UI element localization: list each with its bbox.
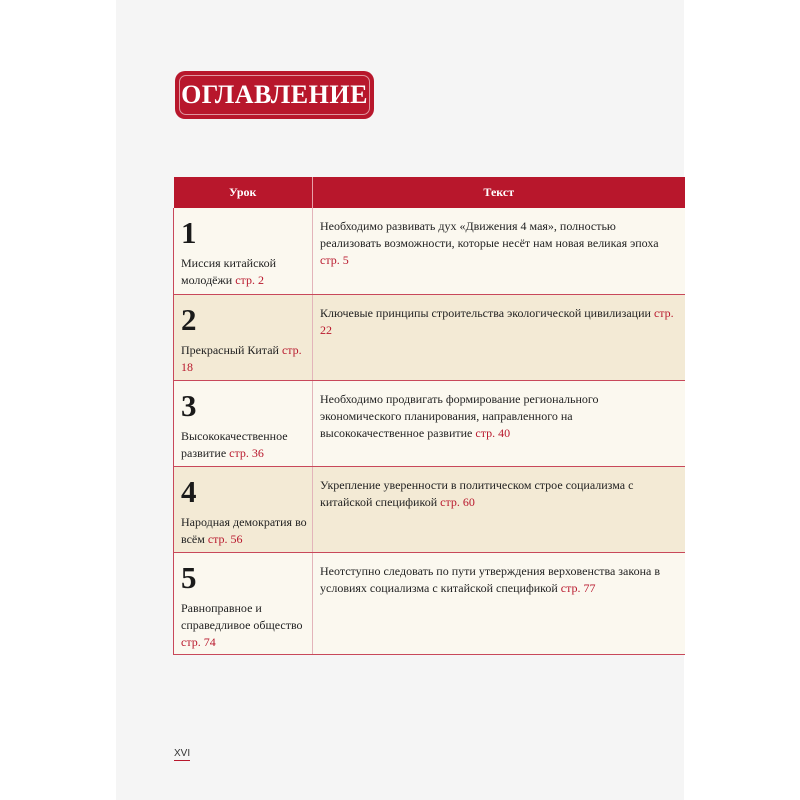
lesson-page-link[interactable]: стр. 56 (207, 531, 243, 546)
lesson-number: 4 (181, 473, 197, 509)
lesson-number: 3 (181, 387, 197, 423)
lesson-cell (174, 380, 313, 466)
lesson-number: 1 (181, 215, 197, 250)
text-page-link[interactable]: стр. 22 (320, 305, 674, 337)
text-cell (313, 552, 685, 654)
page-number: XVI (174, 748, 191, 759)
lesson-page-link[interactable]: стр. 2 (235, 273, 264, 287)
lesson-title: Равноправное и справедливое общество (181, 600, 303, 632)
lesson-page-link[interactable]: стр. 74 (181, 634, 216, 649)
lesson-page-link[interactable]: стр. 36 (229, 445, 264, 460)
column-header-text: Текст (313, 177, 685, 208)
text-page-link[interactable]: стр. 40 (475, 425, 511, 440)
lesson-title: Прекрасный Китай (181, 342, 279, 357)
text-cell (313, 294, 685, 380)
text-title: Укрепление уверенности в политическом строе социализма с китайской спецификой (320, 477, 634, 509)
text-title: Необходимо продвигать формирование регионального экономического планирования, направленного на высококачественное развитие (320, 391, 599, 440)
table-header-row (174, 177, 685, 208)
lesson-title: Миссия китайской молодёжи (181, 256, 277, 287)
lesson-cell (174, 466, 313, 552)
lesson-title: Высококачественное развитие (181, 428, 288, 460)
table-row (174, 294, 685, 380)
text-page-link[interactable]: стр. 5 (320, 253, 349, 267)
toc-table (173, 177, 685, 655)
heading-plate (175, 71, 374, 119)
table-row (174, 380, 685, 466)
lesson-cell (174, 552, 313, 654)
column-header-lesson: Урок (174, 177, 313, 208)
text-title: Неотступно следовать по пути утверждения верховенства закона в условиях социализма с китайской спецификой (320, 563, 660, 595)
lesson-cell (174, 208, 313, 294)
text-title: Ключевые принципы строительства экологической цивилизации (320, 305, 651, 320)
lesson-number: 5 (181, 559, 197, 595)
page-title: ОГЛАВЛЕНИЕ (181, 80, 368, 109)
lesson-page-link[interactable]: стр. 18 (181, 342, 302, 374)
lesson-title: Народная демократия во всём (181, 514, 307, 546)
text-title: Необходимо развивать дух «Движения 4 мая», полностью реализовать возможности, которые несёт нам новая великая эпоха (320, 219, 659, 250)
text-page-link[interactable]: стр. 60 (440, 494, 475, 509)
table-row (174, 552, 685, 654)
text-cell (313, 466, 685, 552)
text-cell (313, 208, 685, 294)
lesson-cell (174, 294, 313, 380)
lesson-number: 2 (181, 301, 197, 337)
text-cell (313, 380, 685, 466)
text-page-link[interactable]: стр. 77 (560, 580, 596, 595)
table-row (174, 466, 685, 552)
table-row (174, 208, 685, 294)
